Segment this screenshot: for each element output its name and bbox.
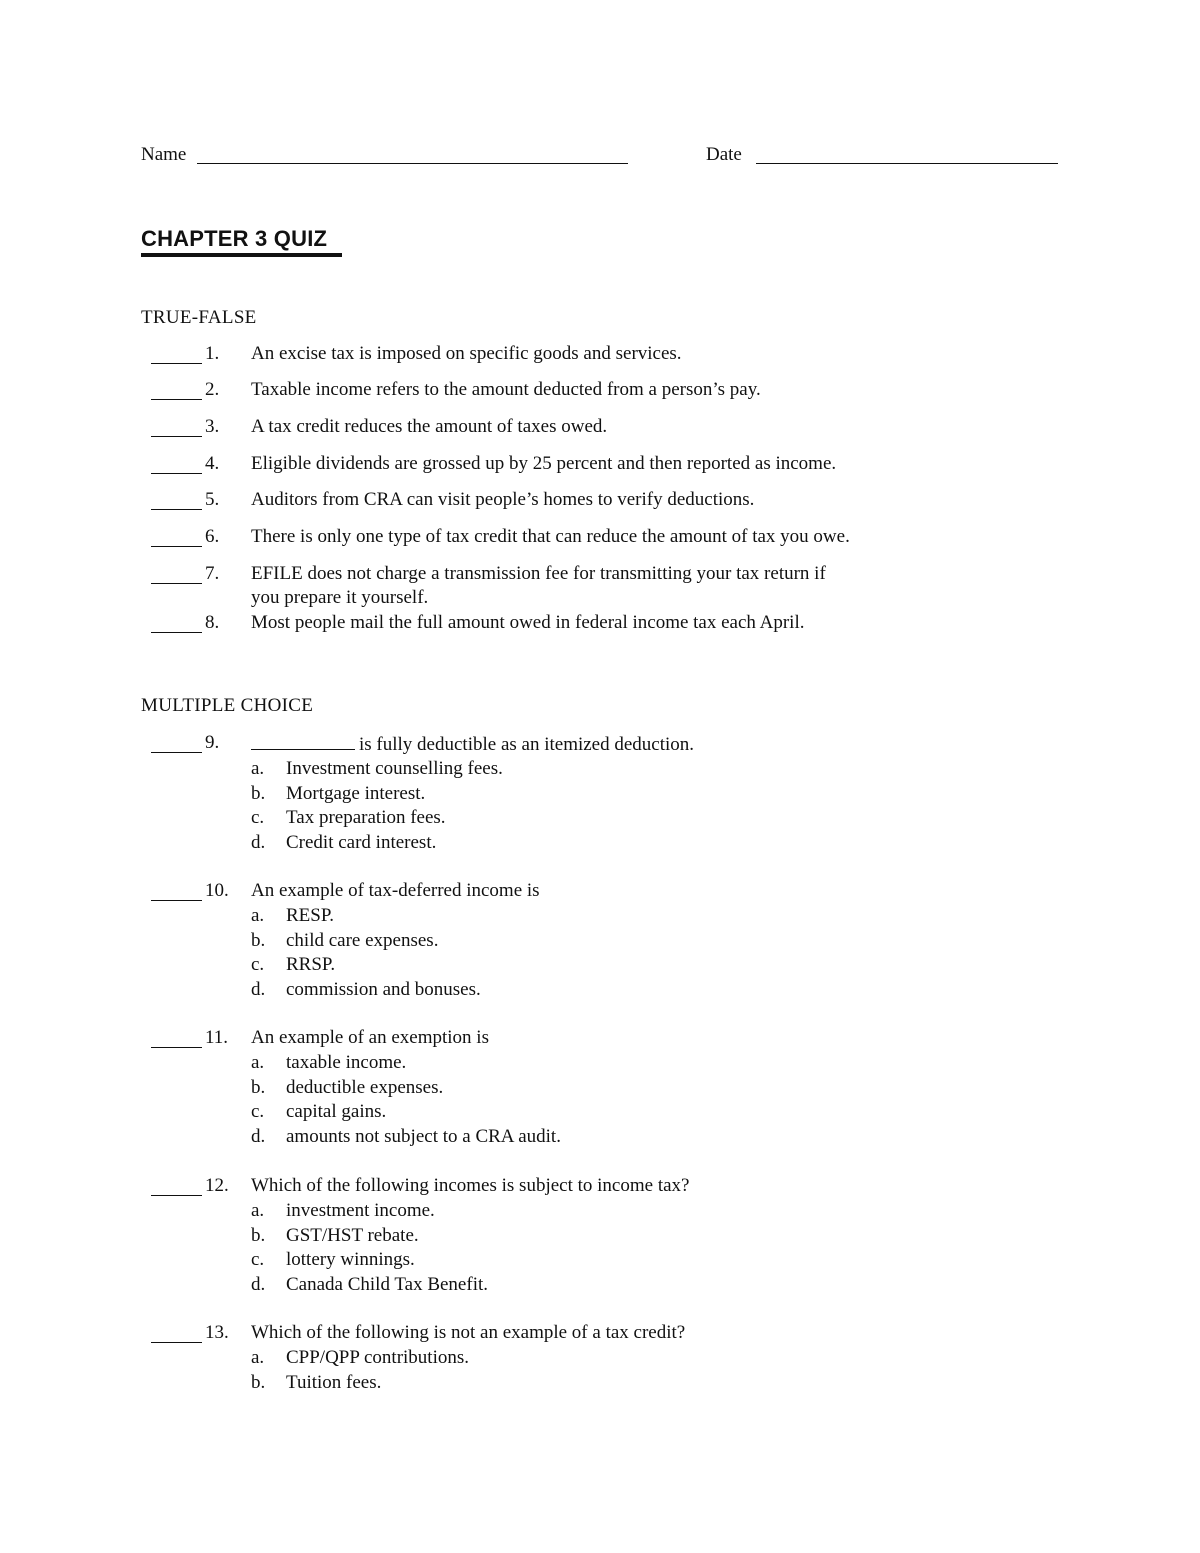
- options-list: [251, 904, 851, 1003]
- options-list: [251, 1051, 851, 1150]
- fill-in-blank[interactable]: [251, 731, 355, 750]
- option-text: Mortgage interest.: [286, 782, 426, 804]
- question-number: 13.: [205, 1322, 229, 1343]
- option-b: [251, 1076, 851, 1101]
- answer-blank[interactable]: [151, 632, 202, 633]
- option-letter: a.: [251, 1200, 265, 1221]
- option-letter: b.: [251, 1076, 266, 1098]
- option-a: [251, 1199, 851, 1224]
- true-false-heading: TRUE-FALSE: [141, 307, 257, 328]
- question-text: Eligible dividends are grossed up by 25 percent and then reported as income.: [251, 453, 837, 474]
- question-text-continued: you prepare it yourself.: [251, 587, 429, 608]
- option-letter: d.: [251, 832, 266, 854]
- option-letter: a.: [251, 758, 265, 779]
- options-list: [251, 757, 851, 856]
- date-field[interactable]: [756, 163, 1058, 164]
- option-letter: b.: [251, 1371, 266, 1393]
- option-a: [251, 1051, 851, 1076]
- question-number: 10.: [205, 880, 229, 901]
- answer-blank[interactable]: [151, 1195, 202, 1196]
- options-list: [251, 1346, 851, 1395]
- question-text: A tax credit reduces the amount of taxes owed.: [251, 416, 608, 437]
- question-number: 4.: [205, 453, 220, 474]
- option-text: Canada Child Tax Benefit.: [286, 1274, 488, 1296]
- question-number: 12.: [205, 1175, 229, 1196]
- question-number: 1.: [205, 343, 220, 364]
- question-text: Which of the following incomes is subject to income tax?: [251, 1175, 690, 1196]
- option-letter: a.: [251, 1052, 265, 1073]
- option-letter: b.: [251, 929, 266, 951]
- multiple-choice-heading: MULTIPLE CHOICE: [141, 695, 314, 716]
- answer-blank[interactable]: [151, 399, 202, 400]
- answer-blank[interactable]: [151, 900, 202, 901]
- date-label: Date: [706, 144, 742, 165]
- question-text: Which of the following is not an example of a tax credit?: [251, 1322, 686, 1343]
- option-text: lottery winnings.: [286, 1249, 415, 1271]
- option-letter: d.: [251, 1274, 266, 1296]
- option-d: [251, 978, 851, 1003]
- option-text: amounts not subject to a CRA audit.: [286, 1126, 561, 1148]
- option-text: taxable income.: [286, 1052, 407, 1073]
- option-b: [251, 782, 851, 807]
- answer-blank[interactable]: [151, 509, 202, 510]
- option-text: GST/HST rebate.: [286, 1224, 419, 1246]
- option-c: [251, 953, 851, 978]
- name-field[interactable]: [197, 163, 628, 164]
- option-text: RESP.: [286, 905, 335, 926]
- question-number: 8.: [205, 612, 220, 633]
- option-text: Tuition fees.: [286, 1371, 382, 1393]
- question-number: 11.: [205, 1027, 229, 1048]
- answer-blank[interactable]: [151, 1342, 202, 1343]
- page-title: CHAPTER 3 QUIZ: [141, 226, 328, 251]
- option-letter: c.: [251, 1249, 265, 1271]
- option-text: commission and bonuses.: [286, 979, 481, 1001]
- question-text: An excise tax is imposed on specific goods and services.: [251, 343, 682, 364]
- option-c: [251, 1248, 851, 1273]
- question-text: EFILE does not charge a transmission fee for transmitting your tax return if: [251, 563, 826, 584]
- question-text: There is only one type of tax credit that can reduce the amount of tax you owe.: [251, 526, 850, 547]
- option-a: [251, 757, 851, 782]
- option-letter: c.: [251, 954, 265, 976]
- option-text: Investment counselling fees.: [286, 758, 503, 779]
- option-text: Credit card interest.: [286, 832, 437, 854]
- question-text: Most people mail the full amount owed in federal income tax each April.: [251, 612, 805, 633]
- answer-blank[interactable]: [151, 363, 202, 364]
- option-letter: c.: [251, 1101, 265, 1123]
- options-list: [251, 1199, 851, 1298]
- question-number: 2.: [205, 379, 220, 400]
- option-letter: a.: [251, 905, 265, 926]
- option-letter: b.: [251, 1224, 266, 1246]
- header-fields: [141, 142, 1061, 168]
- answer-blank[interactable]: [151, 583, 202, 584]
- option-a: [251, 904, 851, 929]
- option-d: [251, 1125, 851, 1150]
- option-text: capital gains.: [286, 1101, 387, 1123]
- option-d: [251, 831, 851, 856]
- option-letter: d.: [251, 1126, 266, 1148]
- answer-blank[interactable]: [151, 473, 202, 474]
- question-text: An example of an exemption is: [251, 1027, 489, 1048]
- option-b: [251, 1371, 851, 1396]
- question-number: 5.: [205, 489, 220, 510]
- question-text: Auditors from CRA can visit people’s homes to verify deductions.: [251, 489, 755, 510]
- option-text: CPP/QPP contributions.: [286, 1347, 470, 1368]
- answer-blank[interactable]: [151, 546, 202, 547]
- option-text: deductible expenses.: [286, 1076, 444, 1098]
- option-b: [251, 1224, 851, 1249]
- option-text: RRSP.: [286, 954, 336, 976]
- option-a: [251, 1346, 851, 1371]
- option-d: [251, 1273, 851, 1298]
- question-text: An example of tax-deferred income is: [251, 880, 540, 901]
- answer-blank[interactable]: [151, 436, 202, 437]
- answer-blank[interactable]: [151, 752, 202, 753]
- answer-blank[interactable]: [151, 1047, 202, 1048]
- option-letter: d.: [251, 979, 266, 1001]
- option-letter: a.: [251, 1347, 265, 1368]
- option-c: [251, 806, 851, 831]
- option-letter: b.: [251, 782, 266, 804]
- question-text: Taxable income refers to the amount deducted from a person’s pay.: [251, 379, 761, 400]
- question-text: is fully deductible as an itemized deduction.: [359, 734, 695, 755]
- question-number: 6.: [205, 526, 220, 547]
- name-label: Name: [141, 144, 187, 165]
- question-text-wrapper: [251, 731, 911, 757]
- question-number: 7.: [205, 563, 220, 584]
- option-text: Tax preparation fees.: [286, 807, 446, 829]
- option-c: [251, 1100, 851, 1125]
- option-letter: c.: [251, 807, 265, 829]
- option-text: child care expenses.: [286, 929, 439, 951]
- option-b: [251, 929, 851, 954]
- option-text: investment income.: [286, 1200, 435, 1221]
- question-number: 9.: [205, 732, 220, 753]
- question-number: 3.: [205, 416, 220, 437]
- title-underline: [141, 253, 342, 257]
